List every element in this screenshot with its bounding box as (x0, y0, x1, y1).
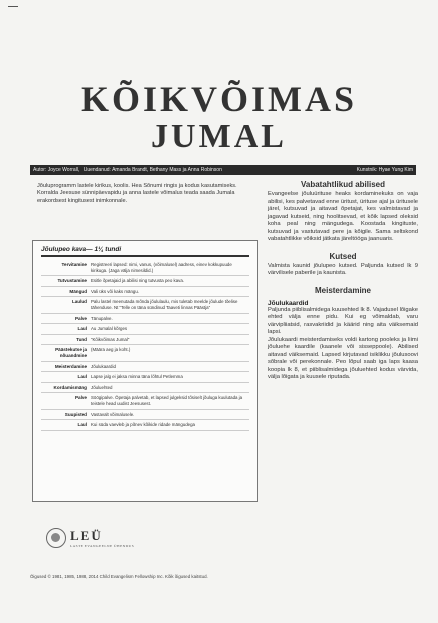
schedule-row-value: Jõuluehted (91, 384, 113, 390)
schedule-header: Jõulupeo kava— 1¼ tundi (41, 246, 249, 257)
publisher-logo (46, 528, 134, 548)
schedule-row-value: Vali üks või kaks mängu. (91, 288, 139, 294)
title-line-1: KÕIKVÕIMAS (80, 79, 358, 119)
schedule-row (41, 383, 249, 394)
schedule-row-label: Laul (77, 374, 87, 380)
schedule-row-label: Palve (74, 395, 87, 401)
schedule-row (41, 287, 249, 298)
corner-mark (8, 6, 18, 7)
title-line-2: JUMAL (151, 118, 287, 155)
schedule-row (41, 260, 249, 276)
schedule-row (41, 276, 249, 287)
schedule-row-label: Palve (74, 315, 87, 321)
schedule-row-value: (Määra aeg ja koht.) (91, 347, 131, 353)
schedule-box (32, 240, 258, 502)
schedule-row-label: Laulud (71, 299, 87, 305)
schedule-row-value: Jõulukaardid (91, 363, 116, 369)
schedule-row (41, 297, 249, 313)
schedule-rows (33, 260, 257, 431)
volunteers-body: Evangeelse jõuluürituse heaks kordaminekuks on vaja abilisi, kes palvetavad enne üritust, ürituse ajal ja üritusele järel, kutsuvad ja aitavad õpetajat, kes valmistavad ja jagavad kutseid, ning hoolitsevad, et kõik lapsed oleksid koha peal ning mängudega. Koostada kingituste, kutsuvad ja vastutavad pere ja kõigile. Sama seltskond vabatahtlikke võiksid jätkata järeltööga jaanuaris. (268, 191, 418, 242)
schedule-row-value: Palu lastel meenutada mõnda jõululaulu, mis tuletab meelde jõulude tõelise tähenduse. Nt “Telle on täna sündinud Taaveti linnas Päästja” (91, 299, 238, 310)
schedule-row (41, 410, 249, 421)
schedule-row-label: Tund (76, 336, 87, 342)
schedule-row-value: Esitle õpetajaid ja abilisi ning tutvusta peo kava. (91, 278, 184, 284)
schedule-row (41, 335, 249, 346)
crafts-body-1: Paljunda piiblisalmidega kuusehted lk 8. Vajadusel lõigake ehted välja enne pidu. Kui eg võimaldab, varu värvipliiatsid, rasvakriidid ja käärid ning aita väiksemaid lapsi. (268, 306, 418, 335)
author-credit: Autor: Joyce Worrall, (33, 167, 80, 173)
schedule-row (41, 393, 249, 409)
schedule-row-label: Kordamismäng (53, 384, 87, 390)
editors-credit: Uuendanud: Amanda Brandt, Bethany Mass ja Anna Robinson (83, 167, 222, 173)
schedule-row-label: Päästekutse ja nõuandmine (55, 347, 87, 358)
right-column (268, 180, 418, 382)
schedule-row (41, 345, 249, 361)
invitations-title: Kutsed (329, 251, 357, 261)
schedule-row-label: Laul (77, 326, 87, 332)
schedule-row-label: Laul (77, 422, 87, 428)
schedule-row (41, 324, 249, 335)
illustrator-credit: Kunstnik: Hyae Yung Kim (356, 167, 413, 173)
crafts-body-2: Jõulukaardi meisterdamiseks voldi kartong pooleks ja liimi jõuluehe kaardile (kaanele või sisseppoole). Abilised aitavad väiksemaid. Lapsed kirjutavad isiklikku jõulusoovi sõbrale või perekonnale. Peo lõpul saab iga laps kaasa koopia lk 8, et piiblisalmidega jõuluehted kodus värvida, välja lõigata ja kuusele riputada. (268, 336, 418, 380)
schedule-row-label: Mängud (69, 288, 87, 294)
schedule-row-value: Kui süda vaevleb ja põnev kõikide ridade mängudega (91, 422, 195, 428)
credits-bar (30, 165, 416, 175)
volunteers-title: Vabatahtlikud abilised (300, 180, 386, 189)
logo-icon (46, 528, 66, 548)
crafts-title: Meisterdamine (314, 285, 372, 295)
schedule-row (41, 362, 249, 373)
logo-name: LEÜ (70, 528, 103, 543)
schedule-row (41, 314, 249, 325)
copyright-notice: Õigused © 1981, 1985, 1988, 2014 Child Evangelism Fellowship Inc. Kõik õigused kaitstud. (30, 574, 208, 579)
logo-tagline: LASTE EVANGEELNE ÜHENDUS (70, 544, 135, 548)
schedule-row-value: Vastavalt võimalusele. (91, 411, 135, 417)
intro-paragraph: Jõuluprogramm lastele kirikus, koolis. Hea Sõnumi ringis ja kodus kasutamiseks. Korralda Jeesuse sünnipäevapidu ja anna lastele võimalus teada saada Jumala erakordsest kingitusest inimkonnale. (37, 183, 237, 204)
schedule-row-value: Söögipalve. Õpetaja palvetab, et lapsed julgeksid tõsiselt jõuluga kuulutada ja teistele head uudist Jeesusest. (91, 395, 243, 406)
schedule-row-value: Lapse jalg ei jaksa minna täna lõhtul Petlemma (91, 374, 183, 380)
schedule-row-value: Registreeri lapsed: nimi, vanus, (võimalusel) aadress, einev kokkupuude kirikuga. (Jaga välja nimesildid.) (91, 262, 232, 273)
invitations-body: Valmista kaunid jõulupeo kutsed. Paljunda kutsed lk 9 värvilisele paberile ja kaunista. (268, 262, 418, 276)
schedule-row-value: Au Jumalal kõrges (91, 326, 128, 332)
schedule-row-value: “Kõikvõimas Jumal” (91, 336, 130, 342)
schedule-row-label: Meisterdamine (54, 363, 87, 369)
schedule-row-label: Tutvustamine (57, 278, 87, 284)
schedule-row-label: Tervitamine (61, 262, 87, 267)
schedule-row (41, 372, 249, 383)
crafts-subtitle: Jõulukaardid (268, 299, 309, 307)
schedule-row (41, 420, 249, 431)
schedule-row-value: Tänupalve. (91, 315, 113, 321)
schedule-row-label: Suupisted (64, 411, 87, 417)
